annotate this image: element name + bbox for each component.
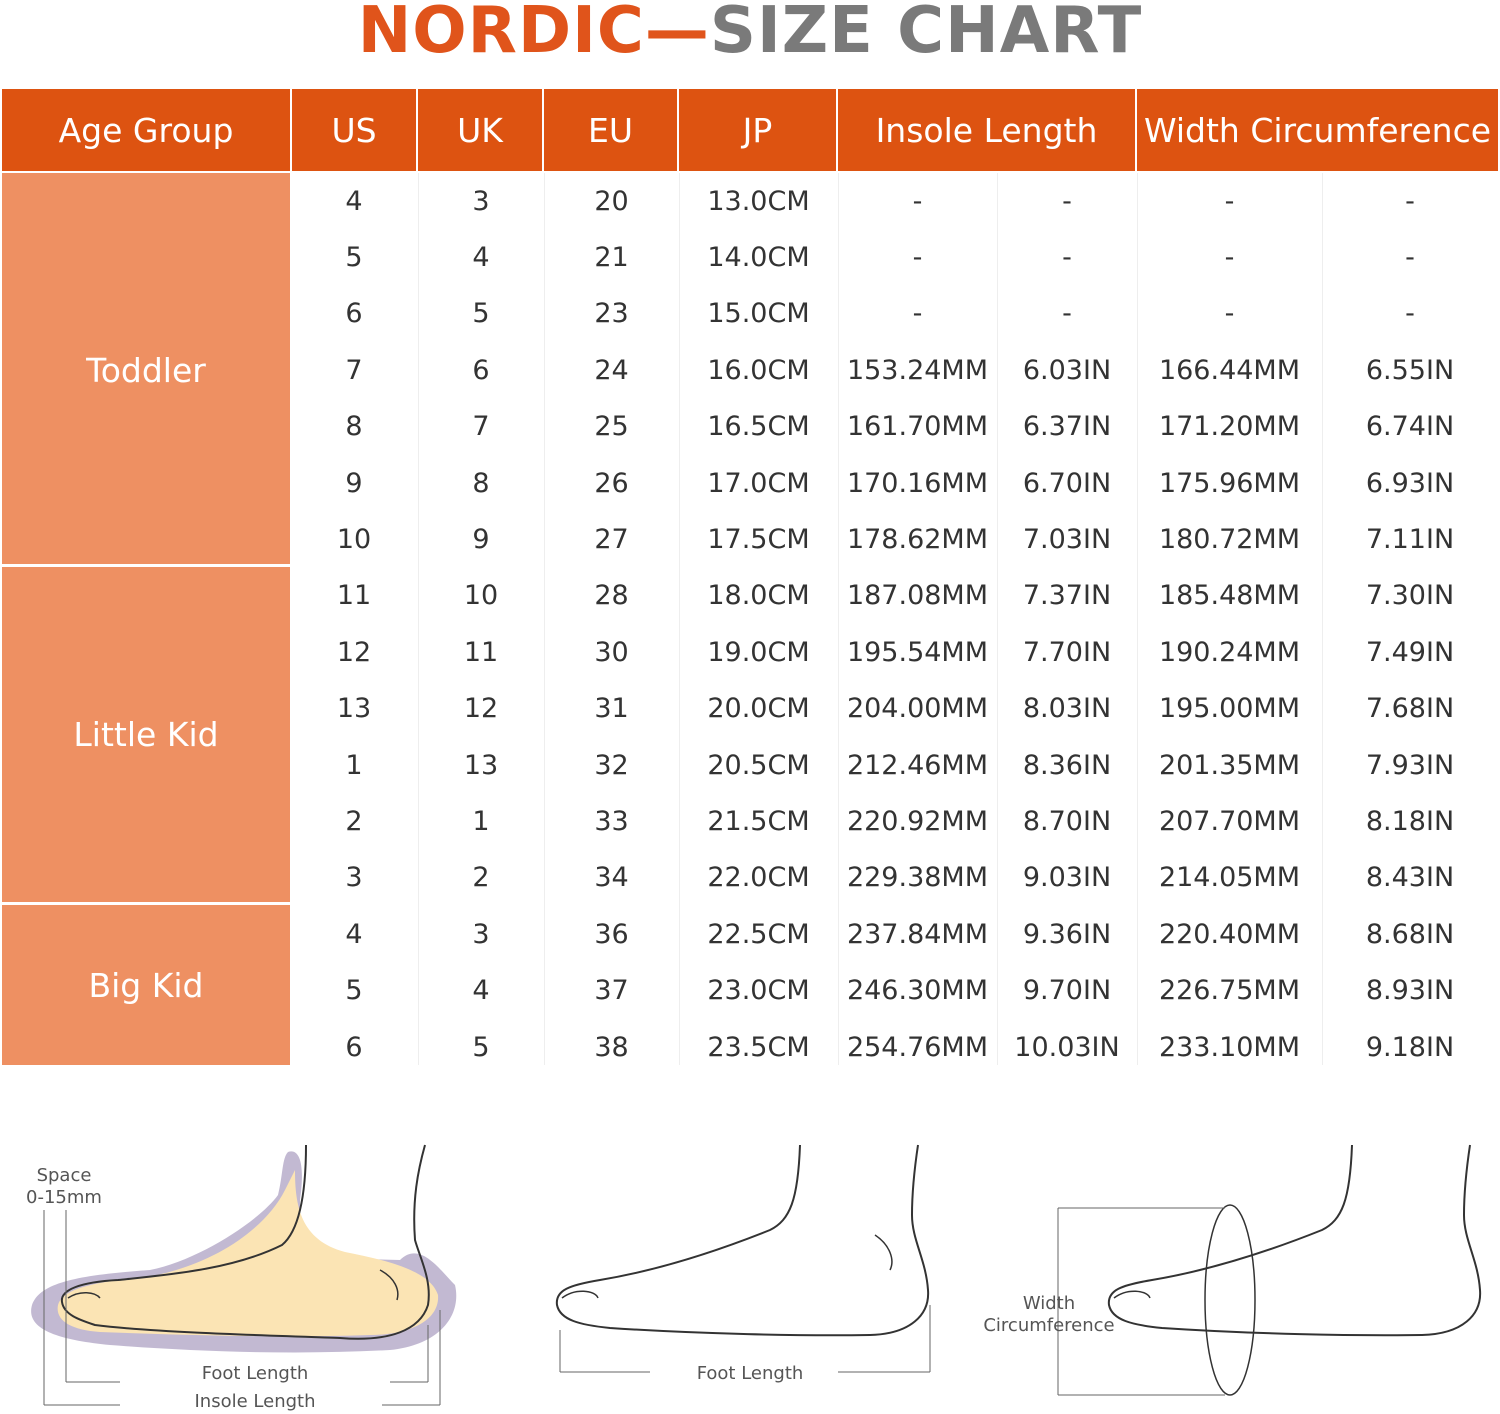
cell-width-mm: 166.44MM [1158, 354, 1301, 386]
cell-insole-in: 6.70IN [1022, 467, 1112, 499]
cell-eu: 37 [594, 975, 629, 1007]
foot-length-icon [557, 1145, 930, 1372]
cell-width-mm: 171.20MM [1158, 411, 1301, 443]
title-brand: NORDIC [357, 0, 645, 68]
cell-jp: 23.5CM [707, 1031, 810, 1063]
cell-uk: 3 [472, 185, 490, 217]
cell-eu: 36 [594, 918, 629, 950]
cell-insole-mm: 254.76MM [846, 1031, 989, 1063]
table-row [290, 906, 1498, 962]
cell-us: 9 [345, 467, 363, 499]
table-row [290, 793, 1498, 849]
cell-insole-in: 8.70IN [1022, 806, 1112, 838]
cell-uk: 10 [463, 580, 499, 612]
cell-insole-in: 6.03IN [1022, 354, 1112, 386]
cell-insole-mm: 195.54MM [846, 636, 989, 668]
cell-insole-mm: 170.16MM [846, 467, 989, 499]
cell-insole-in: 8.36IN [1022, 749, 1112, 781]
cell-width-mm: 233.10MM [1158, 1031, 1301, 1063]
cell-us: 8 [345, 411, 363, 443]
table-row [290, 737, 1498, 793]
cell-width-in: - [1405, 242, 1415, 274]
header-age-group: Age Group [2, 89, 292, 171]
cell-width-in: 7.11IN [1365, 524, 1455, 556]
table-row [290, 455, 1498, 511]
cell-us: 12 [336, 636, 372, 668]
header-insole-length: Insole Length [838, 89, 1137, 171]
cell-eu: 27 [594, 524, 629, 556]
cell-uk: 6 [472, 354, 490, 386]
cell-jp: 19.0CM [707, 636, 810, 668]
cell-eu: 30 [594, 636, 629, 668]
table-row [290, 342, 1498, 398]
cell-jp: 22.5CM [707, 918, 810, 950]
size-chart-table [2, 89, 1498, 1065]
cell-insole-mm: 246.30MM [846, 975, 989, 1007]
cell-insole-in: - [1062, 298, 1072, 330]
cell-uk: 2 [472, 862, 490, 894]
width-circumference-icon [1058, 1145, 1480, 1395]
cell-insole-in: - [1062, 185, 1072, 217]
cell-width-in: - [1405, 185, 1415, 217]
cell-insole-mm: 237.84MM [846, 918, 989, 950]
cell-insole-in: 9.70IN [1022, 975, 1112, 1007]
cell-uk: 13 [463, 749, 499, 781]
cell-jp: 17.5CM [707, 524, 810, 556]
title-dash: — [644, 0, 710, 68]
table-row [290, 1019, 1498, 1075]
group-toddler: Toddler [2, 173, 290, 568]
table-row [290, 963, 1498, 1019]
cell-eu: 33 [594, 806, 629, 838]
cell-width-in: 6.93IN [1365, 467, 1455, 499]
circumference-label: Circumference [983, 1315, 1115, 1336]
foot-length-label: Foot Length [201, 1363, 309, 1384]
cell-width-mm: 220.40MM [1158, 918, 1301, 950]
cell-width-mm: - [1224, 242, 1235, 274]
foot-length-label-2: Foot Length [696, 1363, 804, 1384]
cell-insole-in: 8.03IN [1022, 693, 1112, 725]
space-title: Space [36, 1165, 92, 1186]
header-width-circumference: Width Circumference [1137, 89, 1498, 171]
cell-uk: 7 [472, 411, 490, 443]
header-us: US [292, 89, 418, 171]
cell-jp: 16.5CM [707, 411, 810, 443]
table-row [290, 399, 1498, 455]
cell-uk: 5 [472, 298, 490, 330]
cell-width-mm: - [1224, 185, 1235, 217]
cell-jp: 14.0CM [707, 242, 810, 274]
space-label [14, 1165, 114, 1209]
cell-jp: 15.0CM [707, 298, 810, 330]
cell-width-mm: 185.48MM [1158, 580, 1301, 612]
cell-insole-in: 9.36IN [1022, 918, 1112, 950]
table-row [290, 286, 1498, 342]
cell-insole-in: 7.37IN [1022, 580, 1112, 612]
cell-insole-in: 9.03IN [1022, 862, 1112, 894]
cell-us: 6 [345, 1031, 363, 1063]
cell-uk: 9 [472, 524, 490, 556]
cell-eu: 25 [594, 411, 629, 443]
cell-insole-in: 7.70IN [1022, 636, 1112, 668]
cell-insole-mm: 229.38MM [846, 862, 989, 894]
cell-width-in: - [1405, 298, 1415, 330]
cell-us: 4 [345, 918, 363, 950]
cell-uk: 12 [463, 693, 499, 725]
page-title [0, 0, 1500, 76]
cell-jp: 22.0CM [707, 862, 810, 894]
cell-insole-in: 6.37IN [1022, 411, 1112, 443]
cell-width-in: 7.93IN [1365, 749, 1455, 781]
group-big-kid: Big Kid [2, 902, 290, 1065]
cell-width-mm: 180.72MM [1158, 524, 1301, 556]
cell-insole-mm: 212.46MM [846, 749, 989, 781]
cell-jp: 20.0CM [707, 693, 810, 725]
cell-width-in: 7.30IN [1365, 580, 1455, 612]
cell-insole-in: - [1062, 242, 1072, 274]
cell-insole-mm: 204.00MM [846, 693, 989, 725]
cell-eu: 23 [594, 298, 629, 330]
header-uk: UK [418, 89, 544, 171]
cell-us: 3 [345, 862, 363, 894]
cell-width-in: 9.18IN [1365, 1031, 1455, 1063]
table-row [290, 229, 1498, 285]
cell-us: 7 [345, 354, 363, 386]
table-row [290, 173, 1498, 229]
table-row [290, 850, 1498, 906]
width-label: Width [1022, 1293, 1076, 1314]
table-row [290, 681, 1498, 737]
cell-us: 1 [345, 749, 363, 781]
cell-jp: 21.5CM [707, 806, 810, 838]
title-text: SIZE CHART [709, 0, 1143, 68]
insole-length-label: Insole Length [194, 1391, 316, 1412]
cell-us: 6 [345, 298, 363, 330]
cell-insole-in: 10.03IN [1014, 1031, 1120, 1063]
cell-width-mm: 214.05MM [1158, 862, 1301, 894]
cell-width-mm: 175.96MM [1158, 467, 1301, 499]
cell-width-in: 8.68IN [1365, 918, 1455, 950]
cell-width-mm: - [1224, 298, 1235, 330]
cell-jp: 20.5CM [707, 749, 810, 781]
cell-eu: 20 [594, 185, 629, 217]
cell-eu: 34 [594, 862, 629, 894]
group-little-kid: Little Kid [2, 564, 290, 902]
cell-width-in: 8.93IN [1365, 975, 1455, 1007]
cell-uk: 3 [472, 918, 490, 950]
cell-eu: 38 [594, 1031, 629, 1063]
cell-insole-mm: - [912, 185, 923, 217]
cell-jp: 16.0CM [707, 354, 810, 386]
cell-insole-mm: 178.62MM [846, 524, 989, 556]
cell-uk: 4 [472, 242, 490, 274]
cell-width-mm: 201.35MM [1158, 749, 1301, 781]
cell-jp: 13.0CM [707, 185, 810, 217]
cell-insole-mm: - [912, 298, 923, 330]
table-row [290, 511, 1498, 567]
cell-insole-mm: 220.92MM [846, 806, 989, 838]
cell-uk: 5 [472, 1031, 490, 1063]
cell-uk: 8 [472, 467, 490, 499]
cell-us: 13 [336, 693, 372, 725]
cell-width-mm: 207.70MM [1158, 806, 1301, 838]
cell-jp: 23.0CM [707, 975, 810, 1007]
cell-jp: 18.0CM [707, 580, 810, 612]
cell-width-in: 6.55IN [1365, 354, 1455, 386]
cell-width-in: 7.68IN [1365, 693, 1455, 725]
cell-width-mm: 190.24MM [1158, 636, 1301, 668]
cell-eu: 24 [594, 354, 629, 386]
cell-insole-mm: - [912, 242, 923, 274]
foot-measurement-illustrations [0, 1120, 1500, 1414]
header-jp: JP [679, 89, 838, 171]
cell-eu: 31 [594, 693, 629, 725]
cell-insole-in: 7.03IN [1022, 524, 1112, 556]
cell-us: 2 [345, 806, 363, 838]
cell-width-in: 8.43IN [1365, 862, 1455, 894]
cell-insole-mm: 153.24MM [846, 354, 989, 386]
width-circumference-label [978, 1293, 1120, 1337]
cell-uk: 1 [472, 806, 490, 838]
cell-eu: 26 [594, 467, 629, 499]
cell-width-in: 8.18IN [1365, 806, 1455, 838]
cell-us: 10 [336, 524, 372, 556]
cell-width-mm: 195.00MM [1158, 693, 1301, 725]
space-range: 0-15mm [26, 1187, 102, 1208]
cell-uk: 4 [472, 975, 490, 1007]
cell-insole-mm: 161.70MM [846, 411, 989, 443]
header-eu: EU [544, 89, 679, 171]
cell-us: 5 [345, 975, 363, 1007]
cell-width-in: 6.74IN [1365, 411, 1455, 443]
cell-eu: 21 [594, 242, 629, 274]
cell-us: 4 [345, 185, 363, 217]
table-row [290, 624, 1498, 680]
cell-eu: 28 [594, 580, 629, 612]
cell-eu: 32 [594, 749, 629, 781]
cell-us: 11 [336, 580, 372, 612]
cell-insole-mm: 187.08MM [846, 580, 989, 612]
cell-us: 5 [345, 242, 363, 274]
cell-width-in: 7.49IN [1365, 636, 1455, 668]
table-row [290, 568, 1498, 624]
cell-uk: 11 [463, 636, 499, 668]
cell-jp: 17.0CM [707, 467, 810, 499]
cell-width-mm: 226.75MM [1158, 975, 1301, 1007]
